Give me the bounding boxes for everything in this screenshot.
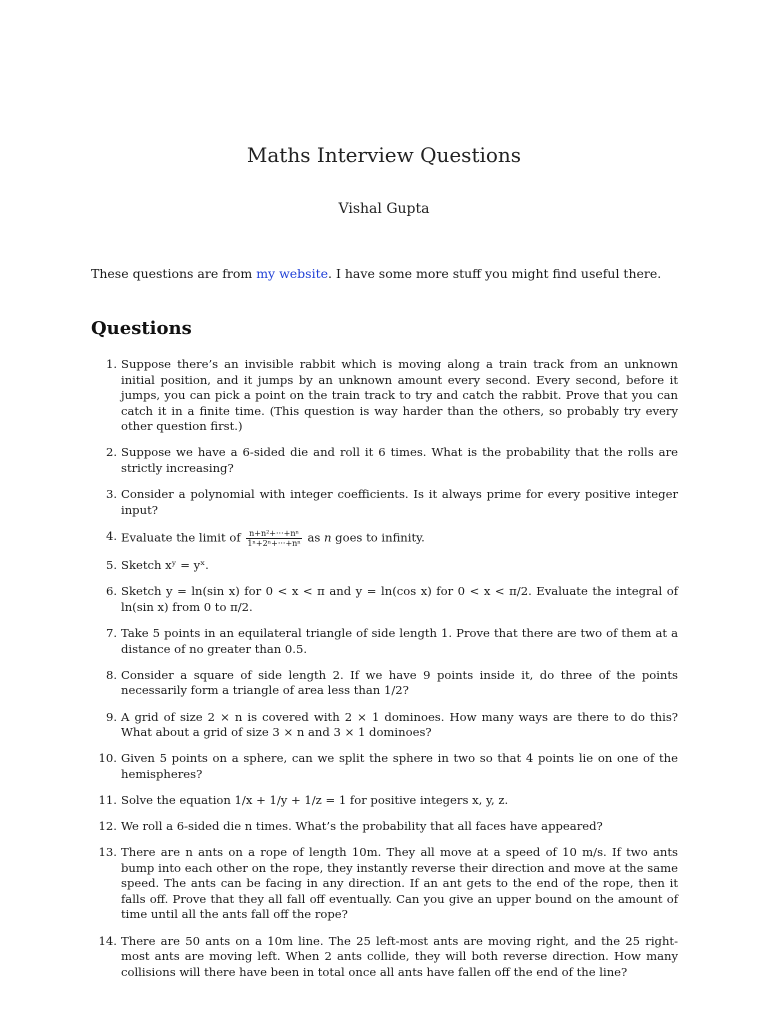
- variable-n: n: [324, 530, 332, 545]
- document-title: Maths Interview Questions: [246, 143, 522, 167]
- question-text: Take 5 points in an equilateral triangle of side length 1. Prove that there are two of them at a distance of no greater than 0.5.: [121, 626, 678, 656]
- question-text-before: Evaluate the limit of: [121, 530, 241, 545]
- limit-fraction: [246, 529, 301, 548]
- question-text: Sketch y = ln(sin x) for 0 < x < π and y = ln(cos x) for 0 < x < π/2. Evaluate the integral of ln(sin x) from 0 to π/2.: [121, 584, 678, 615]
- question-item-14: [91, 934, 678, 981]
- question-text: Suppose we have a 6-sided die and roll it 6 times. What is the probability that the rolls are strictly increasing?: [121, 445, 678, 476]
- question-text: Consider a square of side length 2. If we have 9 points inside it, do three of the points necessarily form a triangle of area less than 1/2?: [121, 667, 678, 698]
- question-item-9: [91, 710, 678, 741]
- question-number: 11.: [98, 792, 117, 807]
- question-number: 2.: [105, 445, 117, 460]
- question-number: 6.: [105, 584, 117, 599]
- question-number: 9.: [105, 709, 117, 724]
- fraction-numerator: n+n²+···+nⁿ: [246, 529, 301, 539]
- question-item-10: [91, 751, 678, 782]
- intro-paragraph: [91, 266, 681, 281]
- section-heading: Questions: [91, 318, 192, 339]
- document-author: Vishal Gupta: [338, 201, 430, 217]
- question-text: Given 5 points on a sphere, can we split the sphere in two so that 4 points lie on one of the hemispheres?: [121, 751, 678, 781]
- question-text: Consider a polynomial with integer coefficients. Is it always prime for every positive integer input?: [121, 487, 678, 517]
- question-item-5: [91, 558, 678, 574]
- question-item-2: [91, 445, 678, 476]
- question-item-7: [91, 626, 678, 657]
- question-text-end: goes to infinity.: [335, 530, 425, 545]
- question-text: Sketch xʸ = yˣ.: [121, 558, 209, 573]
- question-item-3: [91, 487, 678, 518]
- question-number: 8.: [105, 667, 117, 682]
- question-number: 10.: [98, 751, 117, 766]
- intro-text-before: These questions are from: [91, 266, 257, 281]
- question-text: There are n ants on a rope of length 10m. They all move at a speed of 10 m/s. If two ants bump into each other on the rope, they instantly reverse their direction and move at the same speed. The ants can be facing in any direction. If an ant gets to the end of the rope, then it falls off. Prove that they all fall off eventually. Can you give an upper bound on the amount of time until all the ants fall off the rope?: [121, 845, 678, 922]
- question-number: 1.: [105, 357, 117, 371]
- question-item-8: [91, 668, 678, 699]
- question-text: Solve the equation 1/x + 1/y + 1/z = 1 for positive integers x, y, z.: [121, 792, 509, 807]
- question-item-12: [91, 819, 678, 835]
- question-number: 5.: [105, 558, 117, 573]
- fraction-denominator: 1ⁿ+2ⁿ+···+nⁿ: [247, 538, 301, 548]
- question-item-6: [91, 584, 678, 615]
- question-text: Suppose there’s an invisible rabbit which is moving along a train track from an unknown initial position, and it jumps by an unknown amount every second. Every second, before it jumps, you can pick a point on the train track to try and catch the rabbit. Prove that you can catch it in a finite time. (This question is way harder than the others, so probably try every other question first.): [121, 357, 678, 434]
- question-item-4: [91, 529, 678, 548]
- question-number: 4.: [105, 528, 117, 543]
- question-text: A grid of size 2 × n is covered with 2 × 1 dominoes. How many ways are there to do this? What about a grid of size 3 × n and 3 × 1 dominoes?: [121, 709, 678, 740]
- question-number: 14.: [98, 933, 117, 948]
- question-list: [91, 357, 678, 991]
- intro-text-after: . I have some more stuff you might find useful there.: [328, 266, 662, 281]
- question-number: 13.: [98, 845, 117, 860]
- question-item-11: [91, 793, 678, 809]
- question-number: 12.: [98, 818, 117, 833]
- question-number: 7.: [105, 626, 117, 641]
- question-item-13: [91, 845, 678, 923]
- question-item-1: [91, 357, 678, 435]
- question-text: There are 50 ants on a 10m line. The 25 left-most ants are moving right, and the 25 right-most ants are moving left. When 2 ants collide, they will both reverse direction. How many collisions will there have been in total once all ants have fallen off the end of the line?: [121, 933, 678, 979]
- question-number: 3.: [105, 487, 117, 502]
- website-link[interactable]: my website: [256, 266, 329, 281]
- question-text: We roll a 6-sided die n times. What’s the probability that all faces have appeared?: [121, 818, 603, 833]
- question-text-after: as: [307, 530, 321, 545]
